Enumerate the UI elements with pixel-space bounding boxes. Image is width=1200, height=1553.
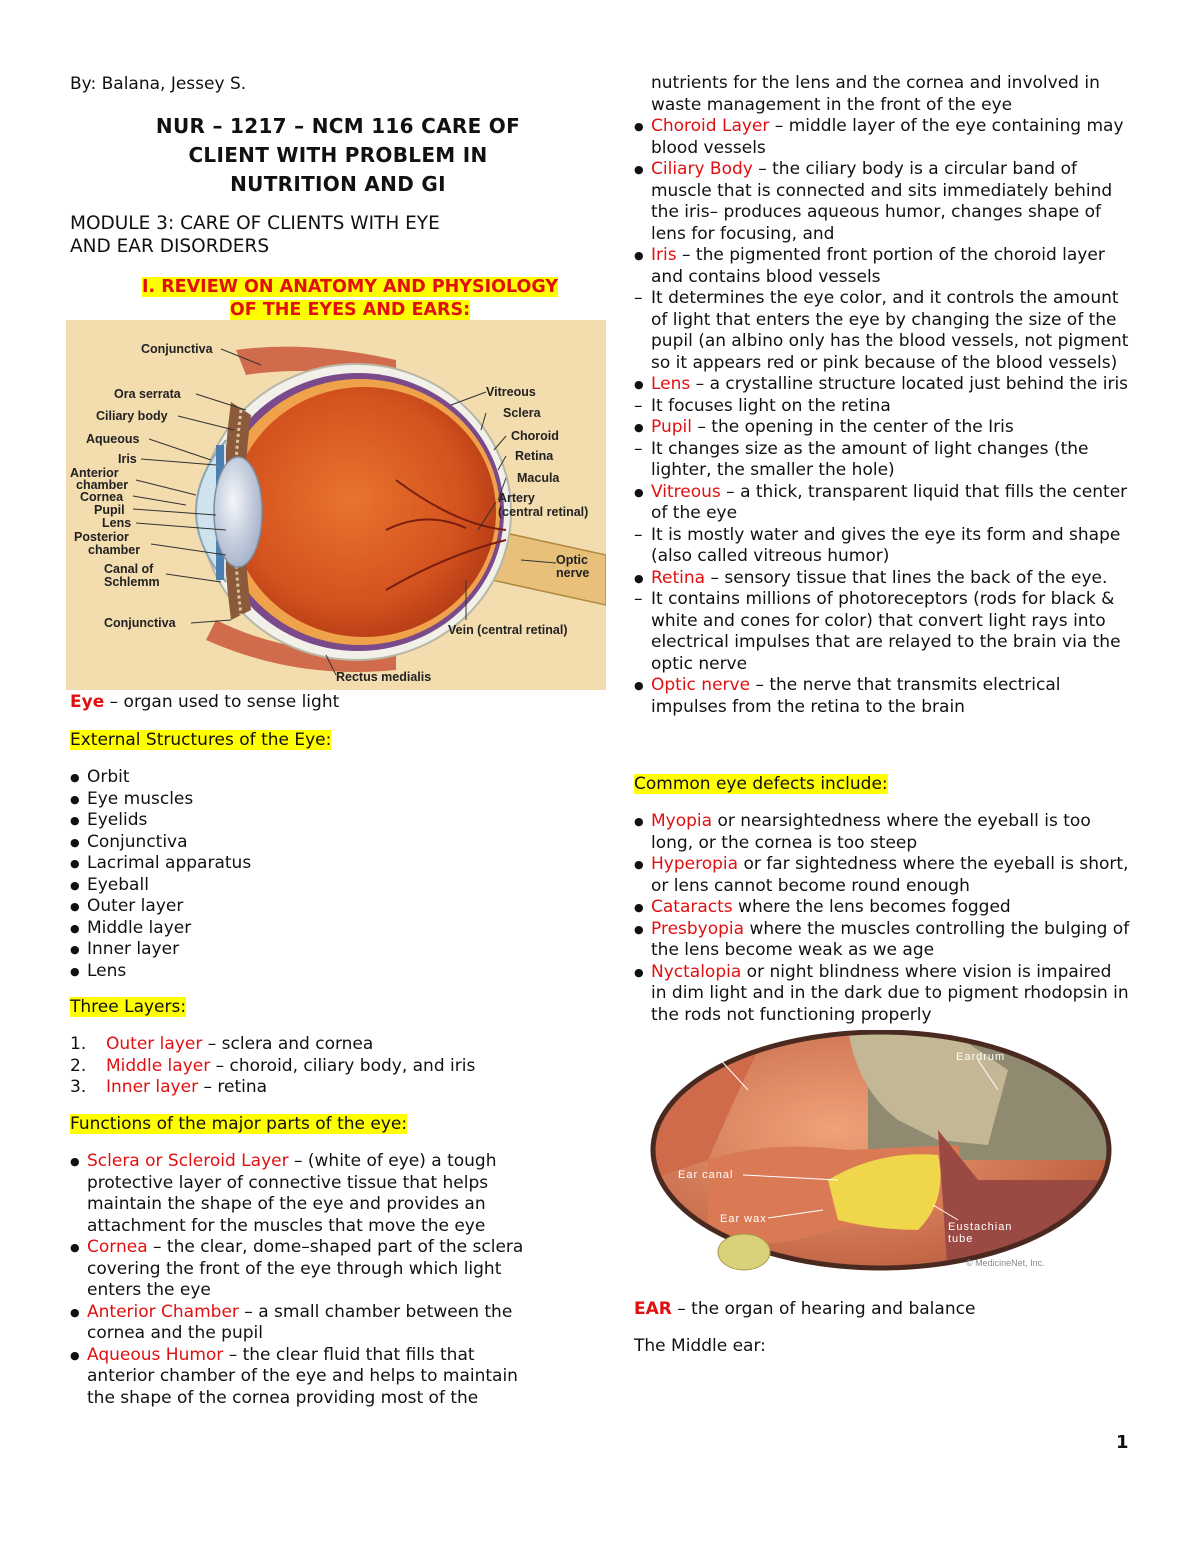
diagram-label: Sclera [503, 406, 541, 420]
eye-definition [70, 692, 606, 714]
diagram-credit: © MedicineNet, Inc. [966, 1258, 1045, 1268]
sub-item: – It changes size as the amount of light changes (the lighter, the smaller the hole) [634, 439, 1132, 482]
module-title-line: AND EAR DISORDERS [70, 236, 270, 257]
diagram-label: Ciliary body [96, 409, 168, 423]
course-title [70, 112, 606, 199]
diagram-label: Eardrum [956, 1051, 1006, 1063]
functions-right-block [632, 73, 1132, 718]
functions-list-left [70, 1151, 535, 1409]
diagram-label: Cornea [80, 490, 124, 504]
list-item: ● Ciliary Body – the ciliary body is a circular band of muscle that is connected and sits immediately behind the iris– produces aqueous humor, changes shape of lens for focusing, and [634, 159, 1132, 245]
list-item: ● Myopia or nearsightedness where the eyeball is too long, or the cornea is too steep [634, 811, 1132, 854]
ear-definition-text: – the organ of hearing and balance [671, 1299, 976, 1319]
course-title-line: NUR – 1217 – NCM 116 CARE OF [155, 114, 521, 138]
external-structures-list [70, 767, 590, 982]
diagram-label: Conjunctiva [141, 342, 213, 356]
list-item: ● Conjunctiva [70, 832, 590, 854]
sub-item: – It contains millions of photoreceptors (rods for black & white and cones for color) that convert light rays into electrical impulses that are relayed to the brain via the optic nerve [634, 589, 1132, 675]
three-layers-heading: Three Layers: [70, 997, 187, 1017]
diagram-label: Optic [556, 553, 588, 567]
list-item: ● Presbyopia where the muscles controlling the bulging of the lens become weak as we age [634, 919, 1132, 962]
section-heading [70, 276, 630, 322]
diagram-label: Canal of [104, 562, 154, 576]
functions-list-right [632, 116, 1132, 718]
author-line: By: Balana, Jessey S. [70, 74, 247, 94]
eye-term: Eye [70, 692, 105, 712]
three-layers-list [70, 1034, 590, 1099]
diagram-label: Ear canal [678, 1169, 734, 1181]
list-item: ● Hyperopia or far sightedness where the eyeball is short, or lens cannot become round enough [634, 854, 1132, 897]
list-item: 3. Inner layer – retina [70, 1077, 268, 1097]
diagram-label: Posterior [74, 530, 129, 544]
list-item: ● Aqueous Humor – the clear fluid that fills that anterior chamber of the eye and helps to maintain the shape of the cornea providing most of the [70, 1345, 535, 1410]
list-item: ● Eyelids [70, 810, 590, 832]
list-item: ● Outer layer [70, 896, 590, 918]
functions-heading: Functions of the major parts of the eye: [70, 1114, 408, 1134]
sub-item: – It determines the eye color, and it controls the amount of light that enters the eye by changing the size of the pupil (an albino only has the blood vessels, not pigment so it appears red or pink because of the blood vessels) [634, 288, 1132, 374]
diagram-label: Eustachian [948, 1221, 1013, 1233]
defects-heading: Common eye defects include: [634, 774, 888, 794]
sub-item: – It focuses light on the retina [634, 396, 1132, 418]
course-title-line: CLIENT WITH PROBLEM IN [188, 143, 488, 167]
continuation-text: nutrients for the lens and the cornea and involved in waste management in the front of the eye [651, 73, 1100, 115]
ear-anatomy-diagram [648, 1030, 1114, 1278]
ear-definition [634, 1299, 1132, 1321]
diagram-label: Retina [515, 449, 554, 463]
diagram-label: Artery [498, 491, 535, 505]
list-item: ● Retina – sensory tissue that lines the back of the eye. [634, 568, 1132, 590]
section-heading-line: OF THE EYES AND EARS: [229, 300, 471, 320]
diagram-label: Aqueous [86, 432, 140, 446]
diagram-label: Conjunctiva [104, 616, 176, 630]
list-item: ● Cataracts where the lens becomes fogged [634, 897, 1132, 919]
list-item: ● Eyeball [70, 875, 590, 897]
section-heading-line: I. REVIEW ON ANATOMY AND PHYSIOLOGY [141, 277, 559, 297]
list-item: ● Nyctalopia or night blindness where vision is impaired in dim light and in the dark due to pigment rhodopsin in the rods not functioning properly [634, 962, 1132, 1027]
diagram-label: Rectus medialis [336, 670, 432, 684]
sub-item: – It is mostly water and gives the eye its form and shape (also called vitreous humor) [634, 525, 1132, 568]
list-item: ● Choroid Layer – middle layer of the eye containing may blood vessels [634, 116, 1132, 159]
list-item: ● Middle layer [70, 918, 590, 940]
diagram-label: chamber [88, 543, 141, 557]
list-item: 2. Middle layer – choroid, ciliary body, and iris [70, 1055, 476, 1076]
eye-definition-text: – organ used to sense light [104, 692, 340, 712]
list-item: ● Lens – a crystalline structure located just behind the iris [634, 374, 1132, 396]
diagram-label: Vitreous [486, 385, 536, 399]
list-item: ● Iris – the pigmented front portion of the choroid layer and contains blood vessels [634, 245, 1132, 288]
list-item: ● Inner layer [70, 939, 590, 961]
diagram-label: chamber [76, 478, 129, 492]
diagram-label: Macula [517, 471, 560, 485]
list-item: 1. Outer layer – sclera and cornea [70, 1034, 374, 1054]
external-structures-heading: External Structures of the Eye: [70, 730, 332, 750]
list-item: ● Vitreous – a thick, transparent liquid that fills the center of the eye [634, 482, 1132, 525]
diagram-label: nerve [556, 566, 590, 580]
eye-anatomy-diagram [66, 320, 606, 690]
diagram-label: Iris [118, 452, 137, 466]
list-item: ● Lacrimal apparatus [70, 853, 590, 875]
list-item: ● Lens [70, 961, 590, 983]
list-item: ● Sclera or Scleroid Layer – (white of eye) a tough protective layer of connective tissue that helps maintain the shape of the eye and provides an attachment for the muscles that move the eye [70, 1151, 535, 1237]
course-title-line: NUTRITION AND GI [230, 172, 446, 196]
diagram-label: Schlemm [104, 575, 160, 589]
diagram-label: Pupil [94, 503, 125, 517]
diagram-label: Outer ear [670, 1041, 726, 1053]
diagram-label: (central retinal) [498, 505, 589, 519]
ear-term: EAR [634, 1299, 672, 1319]
list-item: ● Anterior Chamber – a small chamber between the cornea and the pupil [70, 1302, 535, 1345]
module-title-line: MODULE 3: CARE OF CLIENTS WITH EYE [70, 213, 440, 234]
diagram-label: Lens [102, 516, 132, 530]
list-item: ● Orbit [70, 767, 590, 789]
module-title [70, 212, 606, 258]
diagram-label: Ora serrata [114, 387, 181, 401]
middle-ear-heading: The Middle ear: [634, 1336, 766, 1356]
list-item: ● Eye muscles [70, 789, 590, 811]
list-item: ● Optic nerve – the nerve that transmits electrical impulses from the retina to the brain [634, 675, 1132, 718]
diagram-label: tube [948, 1233, 974, 1245]
defects-list [634, 811, 1132, 1026]
diagram-label: Ear wax [720, 1213, 767, 1225]
list-item: ● Cornea – the clear, dome–shaped part of the sclera covering the front of the eye through which light enters the eye [70, 1237, 535, 1302]
list-item: ● Pupil – the opening in the center of the Iris [634, 417, 1132, 439]
diagram-label: Vein (central retinal) [448, 623, 568, 637]
diagram-label: Choroid [511, 429, 559, 443]
page-number: 1 [1116, 1432, 1129, 1453]
diagram-label: Anterior [70, 466, 119, 480]
